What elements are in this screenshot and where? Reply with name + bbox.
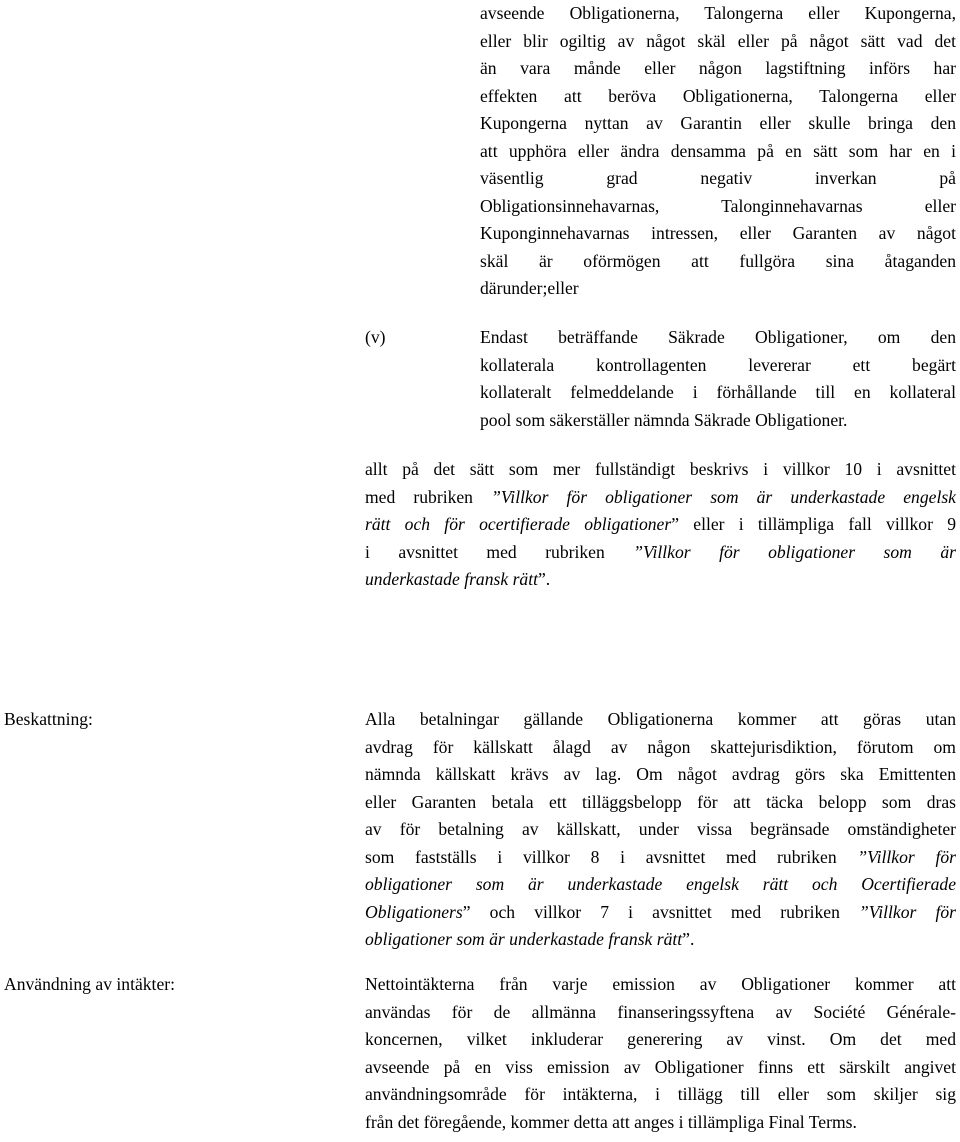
text-line: nämnda källskatt krävs av lag. Om något avdrag görs ska Emittenten (365, 764, 956, 784)
text-line: allt på det sätt som mer fullständigt beskrivs i villkor 10 i avsnittet (365, 459, 956, 479)
taxation-paragraph (365, 706, 956, 954)
italic-run: ”Villkor för obligationer som är underkastade engelsk (491, 486, 956, 507)
intro-paragraph (480, 0, 956, 303)
text-run: ” och villkor 7 i avsnittet med rubriken (462, 901, 859, 922)
text-line: än vara månde eller någon lagstiftning införs har (480, 58, 956, 78)
text-line: kollaterala kontrollagenten levererar ett begärt (480, 354, 956, 375)
text-line: Endast beträffande Säkrade Obligationer, om den (480, 327, 956, 347)
italic-run: Obligationers (365, 901, 463, 922)
text-line: Alla betalningar gällande Obligationerna kommer att göras utan (365, 709, 956, 729)
text-line: att upphöra eller ändra densamma på en sätt som har en i (480, 140, 956, 161)
text-line: därunder;eller (480, 278, 579, 298)
text-line: från det föregående, kommer detta att anges i tillämpliga Final Terms. (365, 1111, 857, 1132)
italic-run: obligationer som är underkastade fransk rätt (365, 929, 683, 949)
italic-run: ”Villkor för (859, 901, 956, 922)
text-run: i avsnittet med rubriken (365, 541, 634, 562)
text-line (365, 926, 956, 954)
text-run: ”. (538, 569, 551, 589)
text-line: av för betalning av källskatt, under vissa begränsade omständigheter (365, 819, 956, 839)
item-v-paragraph (480, 324, 956, 434)
text-line: väsentlig grad negativ inverkan på (480, 168, 956, 188)
text-line (365, 539, 956, 567)
text-line: användas för de allmänna finanseringssyftena av Société Générale- (365, 1001, 956, 1022)
italic-run: obligationer som är underkastade engelsk rätt och Ocertifierade (365, 874, 956, 894)
text-line: effekten att beröva Obligationerna, Talongerna eller (480, 85, 956, 106)
closing-paragraph (365, 456, 956, 594)
text-line: skäl är oförmögen att fullgöra sina åtaganden (480, 250, 956, 271)
italic-run: ”Villkor för obligationer som är (633, 541, 956, 562)
item-v-marker: (v) (365, 327, 386, 347)
text-line (365, 566, 956, 594)
text-line (365, 899, 956, 927)
text-run: med rubriken (365, 486, 492, 507)
text-line: Kupongerna nyttan av Garantin eller skulle bringa den (480, 113, 956, 133)
italic-run: ”Villkor för (857, 846, 956, 867)
text-line: Kuponginnehavarnas intressen, eller Garanten av något (480, 223, 956, 243)
text-line: användningsområde för intäkterna, i tillägg till eller som skiljer sig (365, 1084, 956, 1104)
text-run: som fastställs i villkor 8 i avsnittet med rubriken (365, 846, 858, 867)
italic-run: underkastade fransk rätt (365, 569, 538, 589)
italic-run: rätt och för ocertifierade obligationer (365, 514, 672, 534)
text-line: koncernen, vilket inkluderar generering av vinst. Om det med (365, 1029, 956, 1049)
section-label-use-of-proceeds: Användning av intäkter: (4, 974, 176, 994)
text-run: ” eller i tillämpliga fall villkor 9 (671, 514, 956, 534)
text-line: pool som säkerställer nämnda Säkrade Obligationer. (480, 409, 848, 430)
text-line: Obligationsinnehavarnas, Talonginnehavarnas eller (480, 195, 956, 216)
text-line: Nettointäkterna från varje emission av Obligationer kommer att (365, 974, 956, 994)
text-line: eller blir ogiltig av något skäl eller på något sätt vad det (480, 30, 956, 51)
section-label-taxation: Beskattning: (4, 709, 93, 729)
text-line: avdrag för källskatt ålagd av någon skattejurisdiktion, förutom om (365, 736, 956, 757)
text-line: kollateralt felmeddelande i förhållande till en kollateral (480, 382, 956, 402)
text-line (365, 484, 956, 512)
text-line (365, 844, 956, 872)
text-line: avseende på en viss emission av Obligationer finns ett särskilt angivet (365, 1056, 956, 1077)
text-run: ”. (682, 929, 695, 949)
text-line (365, 511, 956, 539)
text-line: avseende Obligationerna, Talongerna eller Kupongerna, (480, 3, 956, 23)
text-line (365, 871, 956, 899)
use-of-proceeds-paragraph (365, 971, 956, 1136)
text-line: eller Garanten betala ett tilläggsbelopp för att täcka belopp som dras (365, 791, 956, 812)
